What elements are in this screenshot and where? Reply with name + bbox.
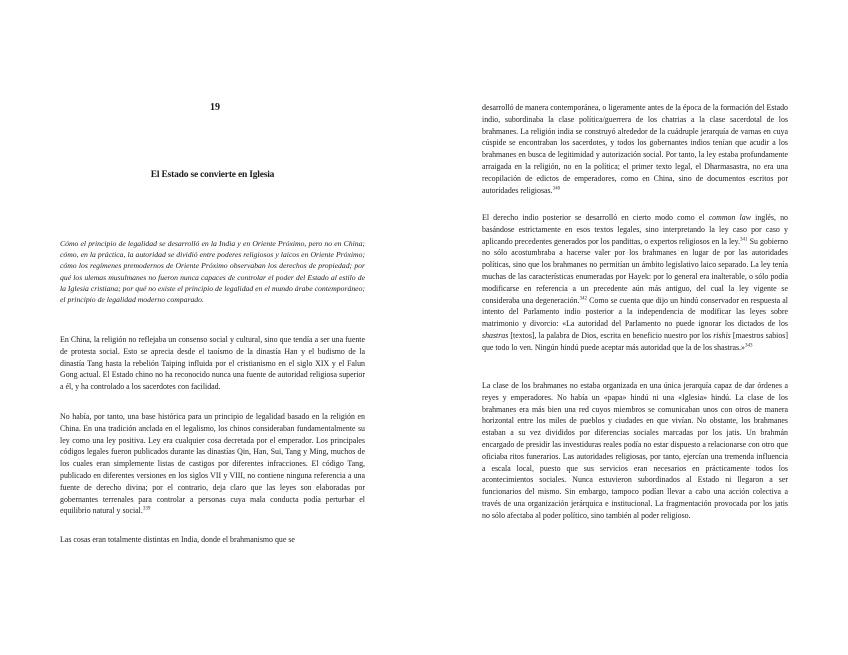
body-paragraph bbox=[60, 534, 365, 546]
right-page bbox=[424, 0, 848, 655]
paragraph-text: No había, por tanto, una base histórica para un principio de legalidad basado en la religión en China. En una tradición anclada en el legalismo, los chinos consideraban fundamentalmente su ley como una ley positiva. Ley era cualquier cosa decretada por el emperador. Los principales códigos legales fueron publicados durante las dinastías Qin, Han, Sui, Tang y Ming, muchos de los cuales eran simplemente listas de castigos por diferentes infracciones. El código Tang, publicado en diferentes versiones en los siglos VII y VIII, no contiene ninguna referencia a una fuente de derecho divina; por el contrario, deja claro que las leyes son elaboradas por gobernantes terrenales para controlar a personas cuya mala conducta podía perturbar el equilibrio natural y social. bbox=[60, 412, 365, 516]
paragraph-text: El derecho indio posterior se desarrolló en cierto modo como el bbox=[482, 213, 709, 222]
italic-term: rishis bbox=[713, 330, 731, 340]
paragraph-text: Como se cuenta que dijo un hindú conservador en respuesta al intento del Parlamento indio posterior a la independencia de modificar las leyes sobre matrimonio y divorcio: «La autoridad del Parlamento no puede ignorar los dictados de los bbox=[482, 295, 788, 329]
body-paragraph bbox=[60, 334, 365, 393]
footnote-ref: 340 bbox=[552, 185, 561, 191]
paragraph-text: Las cosas eran totalmente distintas en India, donde el brahmanismo que se bbox=[60, 535, 295, 544]
body-paragraph bbox=[482, 212, 788, 354]
paragraph-text: inglés, no basándose estrictamente en esos textos legales, sino interpretando la ley caso por caso y aplicando precedentes generados por los pandittas, o expertos religiosos en la ley. bbox=[482, 213, 788, 246]
paragraph-text: desarrolló de manera contemporánea, o ligeramente antes de la época de la formación del Estado indio, subordinaba la clase política/guerrera de los chatrias a la clase sacerdotal de los brahmanes. La religión india se construyó alrededor de la cuádruple jerarquía de varnas en cuya cúspide se encontraban los sacerdotes, y todos los gobernantes indios tenían que acudir a los brahmanes en busca de legitimidad y autorización social. Por tanto, la ley estaba profundamente arraigada en la religión, no en la política; el primer texto legal, el Dharmasastra, no era una recopilación de edictos de emperadores, como en China, sino de documentos escritos por autoridades religiosas. bbox=[482, 103, 788, 195]
italic-term: shastras bbox=[482, 330, 509, 340]
italic-term: common law bbox=[708, 213, 751, 222]
paragraph-text: [textos], la palabra de Dios, escrita en beneficio nuestro por los bbox=[508, 330, 714, 340]
footnote-ref: 341 bbox=[740, 236, 748, 242]
paragraph-text: Su gobierno no sólo acostumbraba a hacerse valer por los brahmanes en lugar de por las autoridades políticas, sino que los brahmanes no permitían un ámbito legislativo laico separado. La ley tenía muchas de las características enumeradas por Hayek: por lo general era inalterable, o sólo podía modificarse en referencia a un precedente aún más antiguo, del cual la ley vigente se consideraba una degeneración. bbox=[482, 236, 788, 305]
chapter-title: El Estado se convierte en Iglesia bbox=[150, 170, 275, 180]
body-paragraph bbox=[60, 411, 365, 517]
paragraph-text: [maestros sabios] que todo lo ven. Ningún hindú puede aceptar más autoridad que la de los shastras.» bbox=[482, 330, 788, 352]
chapter-number: 19 bbox=[210, 102, 220, 113]
body-paragraph bbox=[482, 102, 788, 196]
body-paragraph bbox=[482, 380, 788, 522]
chapter-epigraph: Cómo el principio de legalidad se desarrolló en la India y en Oriente Próximo, pero no en China; cómo, en la práctica, la autoridad se dividió entre poderes religiosos y laicos en Oriente Próximo; cómo los regímenes premodernos de Oriente Próximo observaban los derechos de propiedad; por qué los ulemas musulmanes no fueron nunca capaces de controlar el poder del Estado al estilo de la Iglesia cristiana; por qué no existe el principio de legalidad en el mundo árabe contemporáneo; el principio de legalidad moderno comparado. bbox=[60, 239, 365, 305]
footnote-ref: 343 bbox=[744, 343, 753, 349]
footnote-ref: 342 bbox=[579, 295, 587, 301]
footnote-ref: 339 bbox=[142, 506, 151, 512]
paragraph-text: La clase de los brahmanes no estaba organizada en una única jerarquía capaz de dar órdenes a reyes y emperadores. No había un «papa» hindú ni una «Iglesia» hindú. La clase de los brahmanes era más bien una red cuyos miembros se comunicaban unos con otros de manera horizontal entre los miles de pueblos y ciudades en que vivían. No obstante, los brahmanes estaban a su vez divididos por diferencias sociales marcadas por los jatis. Un brahmán encargado de presidir las investiduras reales podía no estar dispuesto a relacionarse con otro que oficiaba ritos funerarios. Las autoridades religiosas, por tanto, ejercían una tremenda influencia a escala local, puesto que sus servicios eran necesarios en prácticamente todos los acontecimientos sociales. Nunca estuvieron subordinados al Estado ni llegaron a ser funcionarios del mismo. Sin embargo, tampoco podían llevar a cabo una acción colectiva a través de una organización jerárquica e institucional. La fragmentación provocada por los jatis no sólo afectaba al poder político, sino también al poder religioso. bbox=[482, 381, 788, 520]
paragraph-text: En China, la religión no reflejaba un consenso social y cultural, sino que tendía a ser una fuente de protesta social. Esto se aprecia desde el taoísmo de la dinastía Han y el budismo de la dinastía Tang hasta la rebelión Taiping influida por el cristianismo en el siglo XIX y el Falun Gong actual. El Estado chino no ha reconocido nunca una fuente de autoridad religiosa superior a él, y ha controlado a los sacerdotes con facilidad. bbox=[60, 335, 365, 392]
